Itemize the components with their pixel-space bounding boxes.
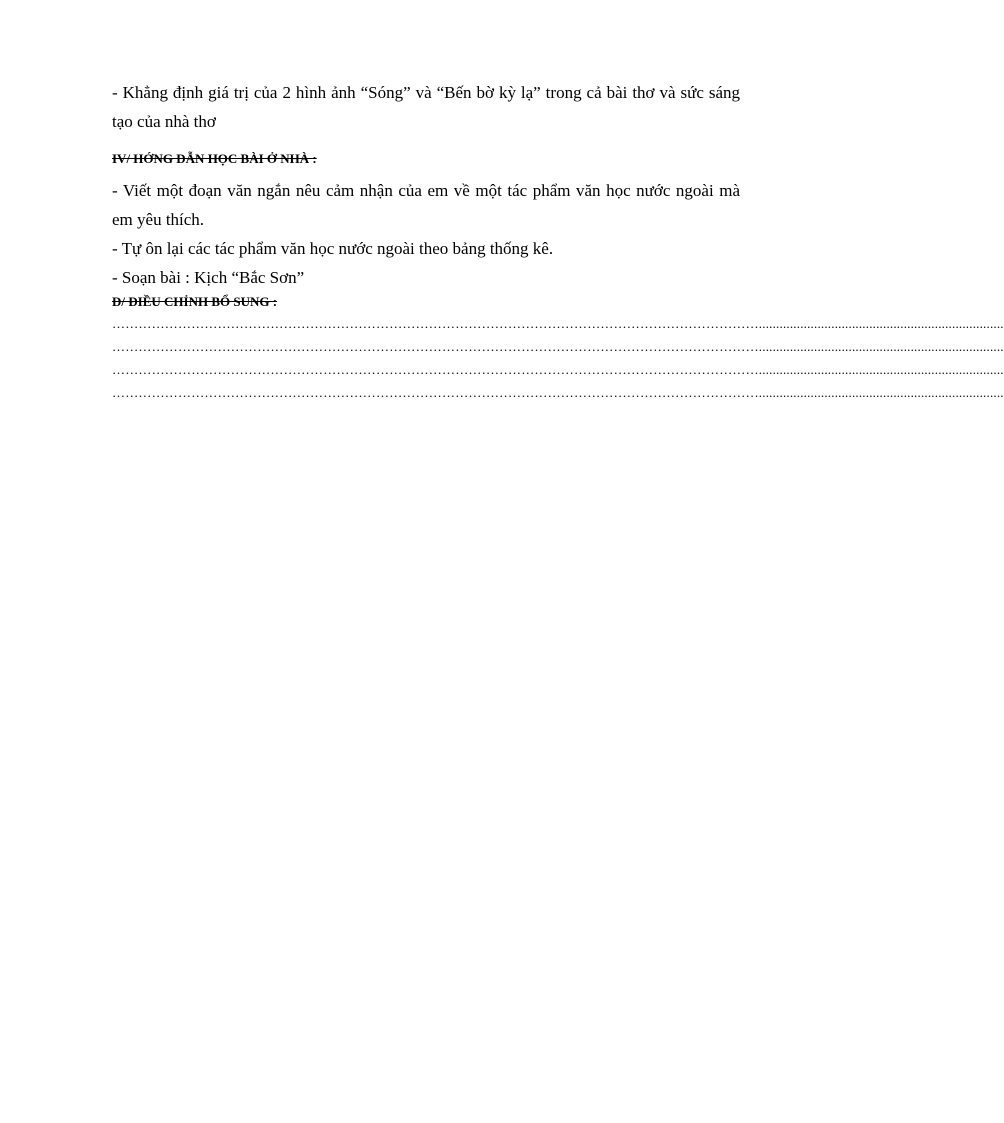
homework-item-1: - Viết một đoạn văn ngắn nêu cảm nhận của em về một tác phẩm văn học nước ngoài mà em yêu thích. (112, 181, 740, 229)
dotted-line-1: …………………………………………………………………………………………………………………………………....................................................................... (112, 316, 1004, 331)
adjustment-heading: D/ ĐIỀU CHỈNH BỔ SUNG : (112, 294, 278, 309)
intro-paragraph: - Khẳng định giá trị của 2 hình ảnh “Sóng” và “Bến bờ kỳ lạ” trong cả bài thơ và sức sáng tạo của nhà thơ (112, 83, 740, 131)
homework-item-3: - Soạn bài : Kịch “Bắc Sơn” (112, 268, 305, 287)
homework-item-2: - Tự ôn lại các tác phẩm văn học nước ngoài theo bảng thống kê. (112, 239, 554, 258)
dotted-line-4: …………………………………………………………………………………………………………………………………....................................................................... (112, 385, 1004, 400)
homework-heading: IV/ HỚNG DẪN HỌC BÀI Ở NHÀ : (112, 151, 317, 166)
dotted-line-2: …………………………………………………………………………………………………………………………………....................................................................... (112, 339, 1004, 354)
dotted-line-3: …………………………………………………………………………………………………………………………………....................................................................... (112, 362, 1004, 377)
document-page (112, 78, 1004, 404)
